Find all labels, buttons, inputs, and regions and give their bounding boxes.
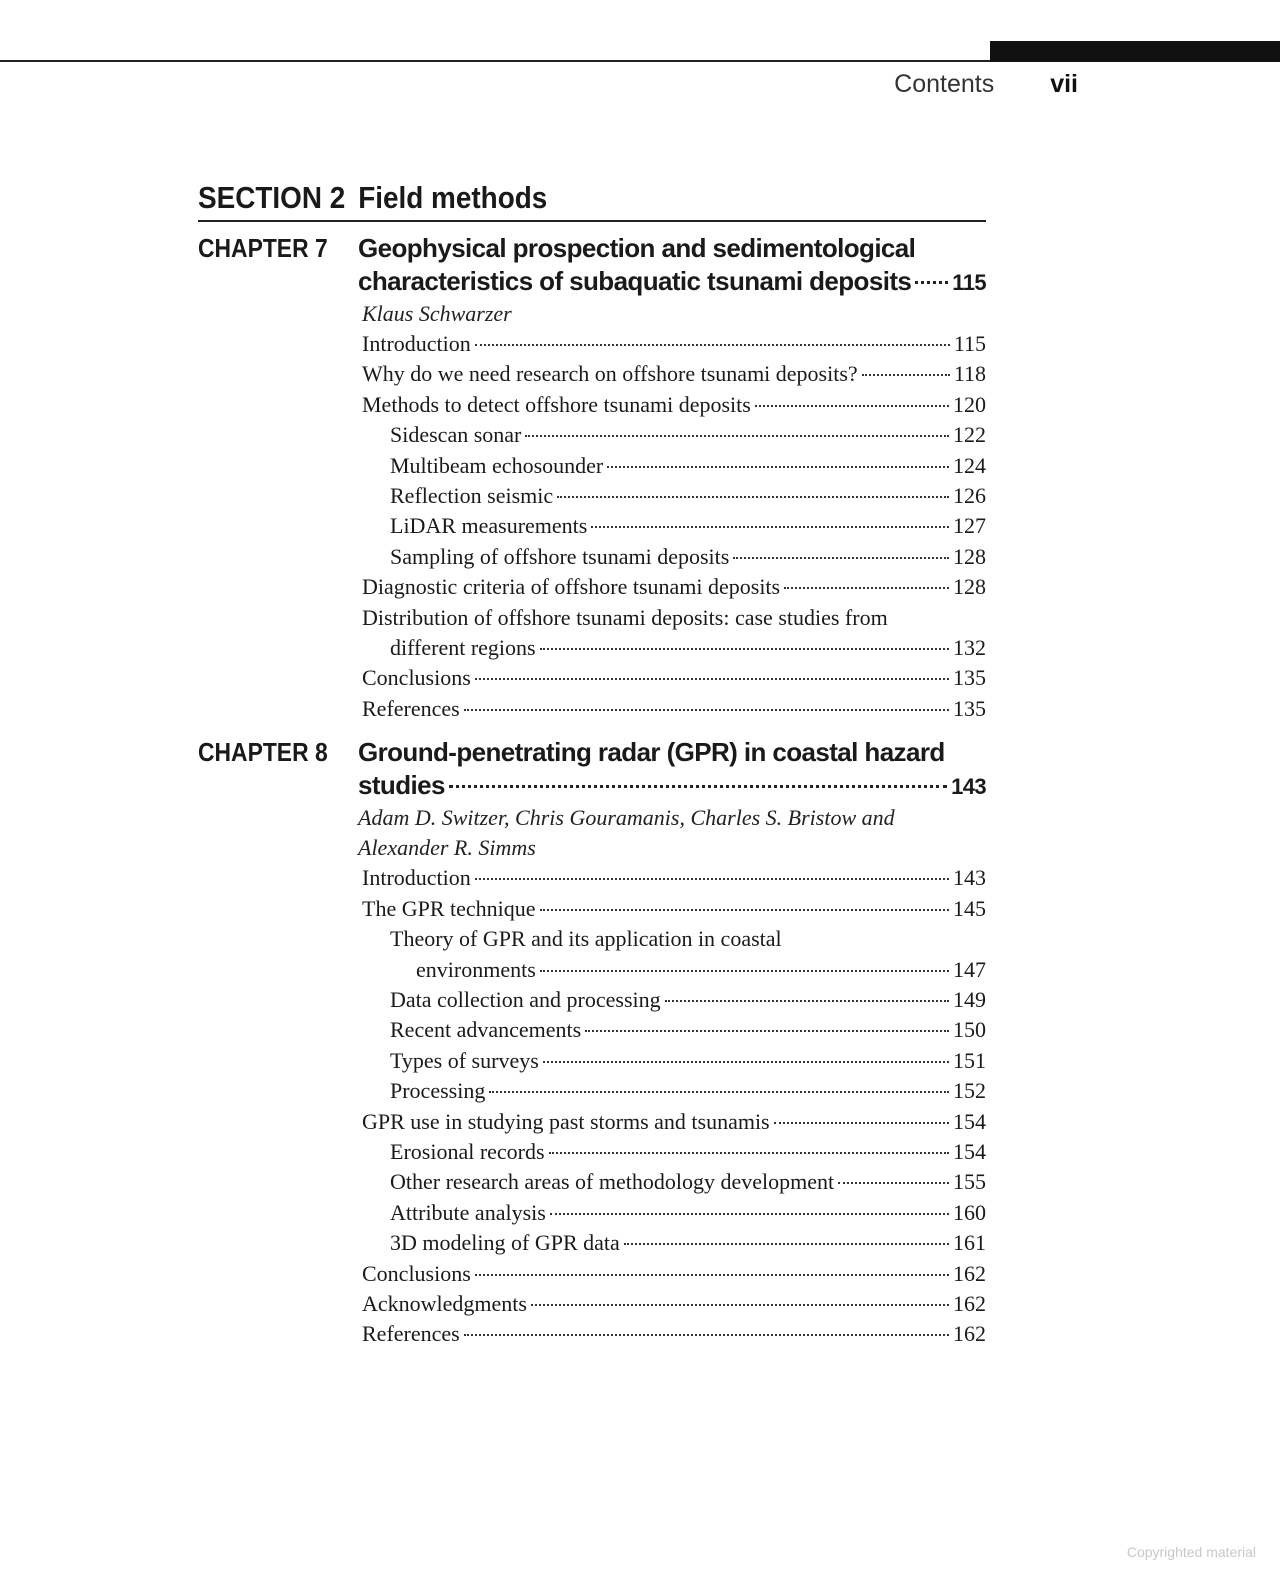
dot-leader <box>475 1274 949 1276</box>
dot-leader <box>540 648 949 650</box>
chapter-title-line <box>358 769 986 803</box>
toc-entry[interactable] <box>358 1107 986 1137</box>
toc-entry-page: 160 <box>953 1199 986 1225</box>
chapter-authors: Adam D. Switzer, Chris Gouramanis, Charles S. Bristow and <box>358 805 895 831</box>
toc-subentry[interactable] <box>358 542 986 572</box>
toc-subentry[interactable] <box>358 1015 986 1045</box>
toc-entry-page: 154 <box>953 1138 986 1164</box>
chapter-label: CHAPTER 8 <box>198 737 328 768</box>
toc-entry-page: 124 <box>953 452 986 478</box>
toc-entry[interactable] <box>358 1259 986 1289</box>
toc-entry-page: 161 <box>953 1230 986 1256</box>
toc-entry-title: GPR use in studying past storms and tsunamis <box>362 1108 770 1134</box>
toc-entry-page: 135 <box>953 665 986 691</box>
toc-entry-title: Data collection and processing <box>390 986 661 1012</box>
dot-leader <box>449 785 947 788</box>
toc-entry-title: Distribution of offshore tsunami deposits: case studies from <box>362 604 888 630</box>
dot-leader <box>550 1213 949 1215</box>
toc-subentry[interactable] <box>358 511 986 541</box>
toc-entry-title: Attribute analysis <box>390 1199 546 1225</box>
toc-entry-page: 132 <box>953 635 986 661</box>
toc-entry-page: 122 <box>953 422 986 448</box>
chapter-title-line: Ground-penetrating radar (GPR) in coastal hazard <box>358 737 945 768</box>
dot-leader <box>549 1152 949 1154</box>
toc-entry-page: 128 <box>953 543 986 569</box>
chapter-title-text: studies <box>358 770 445 801</box>
chapter-7 <box>198 232 988 724</box>
toc-entry[interactable] <box>358 390 986 420</box>
dot-leader <box>733 557 949 559</box>
section-title: Field methods <box>358 180 548 215</box>
chapter-title-text: characteristics of subaquatic tsunami deposits <box>358 266 912 296</box>
toc-subentry[interactable] <box>358 1137 986 1167</box>
toc-entry-title: 3D modeling of GPR data <box>390 1230 620 1256</box>
toc-entry-page: 115 <box>953 331 986 356</box>
toc-entry-title: Types of surveys <box>390 1047 539 1073</box>
toc-entry-page: 150 <box>953 1017 986 1043</box>
toc-entry-page: 162 <box>953 1321 986 1347</box>
toc-subentry[interactable] <box>358 1228 986 1258</box>
toc-entry-page: 127 <box>953 513 986 539</box>
toc-entry[interactable] <box>358 1289 986 1319</box>
toc-entry-title: Conclusions <box>362 665 471 691</box>
toc-entry-title: Introduction <box>362 331 471 356</box>
toc-entry-page: 118 <box>953 361 986 387</box>
toc-entry-page: 152 <box>953 1078 986 1104</box>
toc-entry-continuation <box>358 633 986 663</box>
toc-subentry[interactable] <box>358 420 986 450</box>
chapter-authors: Klaus Schwarzer <box>362 301 512 326</box>
toc-entry-title: Introduction <box>362 865 471 891</box>
chapter-page-number: 143 <box>951 774 986 800</box>
toc-subentry[interactable] <box>358 481 986 511</box>
toc-entry-title: Theory of GPR and its application in coastal <box>390 926 782 952</box>
toc-entry-title: Multibeam echosounder <box>390 452 604 478</box>
dot-leader <box>540 909 949 911</box>
toc-entry-page: 135 <box>953 695 986 721</box>
toc-entry-page: 162 <box>953 1290 986 1316</box>
chapter-body <box>358 232 986 724</box>
toc-entry-title: Methods to detect offshore tsunami deposits <box>362 391 751 417</box>
toc-subentry[interactable] <box>358 1167 986 1197</box>
toc-subentry[interactable] <box>358 1046 986 1076</box>
toc-entry-title: Why do we need research on offshore tsunami deposits? <box>362 361 858 387</box>
dot-leader <box>665 1000 949 1002</box>
toc-entry-title: Conclusions <box>362 1260 471 1286</box>
dot-leader <box>774 1122 949 1124</box>
dot-leader <box>531 1304 949 1306</box>
dot-leader <box>862 374 950 376</box>
toc-entry-page: 128 <box>953 574 986 600</box>
dot-leader <box>585 1030 949 1032</box>
toc-entry-title: Processing <box>390 1078 486 1104</box>
toc-entry-page: 145 <box>953 895 986 921</box>
toc-entry-title: different regions <box>390 635 536 661</box>
dot-leader <box>624 1243 949 1245</box>
toc-entry-title: Erosional records <box>390 1138 545 1164</box>
dot-leader <box>543 1061 949 1063</box>
toc-subentry-wrapped[interactable] <box>358 924 986 985</box>
toc-entry-title: Other research areas of methodology development <box>390 1169 835 1195</box>
toc-entry-page: 155 <box>953 1169 986 1195</box>
dot-leader <box>591 526 949 528</box>
dot-leader <box>464 709 949 711</box>
toc-entry-page: 151 <box>953 1047 986 1073</box>
toc-entry-title: Acknowledgments <box>362 1290 527 1316</box>
dot-leader <box>489 1091 949 1093</box>
chapter-8 <box>198 736 988 1350</box>
toc-entry-wrapped[interactable] <box>358 603 986 664</box>
toc-entry-title: References <box>362 695 460 721</box>
toc-entry-title: environments <box>416 956 536 982</box>
toc-entry-page: 143 <box>953 865 986 891</box>
toc-entry-page: 120 <box>953 391 986 417</box>
chapter-title[interactable] <box>358 232 986 299</box>
dot-leader <box>464 1334 949 1336</box>
toc-entry[interactable] <box>358 359 986 389</box>
toc-entry[interactable] <box>358 863 986 893</box>
toc-entry-title: Reflection seismic <box>390 483 554 509</box>
dot-leader <box>525 435 949 437</box>
chapter-page-number: 115 <box>952 270 986 295</box>
dot-leader <box>915 281 948 284</box>
toc-entry-page: 149 <box>953 986 986 1012</box>
toc-subentry[interactable] <box>358 1198 986 1228</box>
header-tab-block <box>990 41 1280 62</box>
toc-entry-page: 147 <box>953 956 986 982</box>
toc-entry[interactable] <box>358 329 986 359</box>
dot-leader <box>557 496 949 498</box>
toc-entry-title: Sidescan sonar <box>390 422 522 448</box>
table-of-contents <box>198 178 988 1350</box>
toc-entry[interactable] <box>358 694 986 724</box>
chapter-title[interactable] <box>358 736 986 803</box>
running-head <box>894 70 1078 99</box>
toc-entry-title: The GPR technique <box>362 895 536 921</box>
chapter-label: CHAPTER 7 <box>198 233 328 263</box>
toc-entry[interactable] <box>358 1319 986 1349</box>
toc-entry-page: 154 <box>953 1108 986 1134</box>
dot-leader <box>475 678 949 680</box>
toc-entry-page: 126 <box>953 483 986 509</box>
section-heading <box>198 178 988 218</box>
toc-entry-title: LiDAR measurements <box>390 513 588 539</box>
running-head-title: Contents <box>894 70 995 98</box>
chapter-authors: Alexander R. Simms <box>358 835 536 861</box>
toc-entry-page: 162 <box>953 1260 986 1286</box>
toc-entry-title: Recent advancements <box>390 1017 582 1043</box>
section-label: SECTION 2 <box>198 180 346 215</box>
running-head-page-number: vii <box>1050 70 1078 98</box>
dot-leader <box>475 344 950 346</box>
dot-leader <box>784 587 949 589</box>
dot-leader <box>838 1182 949 1184</box>
chapter-title-line <box>358 265 986 299</box>
toc-entry[interactable] <box>358 663 986 693</box>
dot-leader <box>755 405 949 407</box>
toc-subentry[interactable] <box>358 451 986 481</box>
toc-entry[interactable] <box>358 894 986 924</box>
toc-entry-continuation <box>358 955 986 985</box>
chapter-body <box>358 736 986 1350</box>
toc-subentry[interactable] <box>358 985 986 1015</box>
toc-entry-title: References <box>362 1321 460 1347</box>
section-rule <box>198 220 986 222</box>
dot-leader <box>607 466 949 468</box>
dot-leader <box>540 970 949 972</box>
toc-entry-title: Diagnostic criteria of offshore tsunami deposits <box>362 574 781 600</box>
dot-leader <box>475 878 949 880</box>
copyright-watermark: Copyrighted material <box>1126 1544 1256 1560</box>
chapter-title-line: Geophysical prospection and sedimentological <box>358 233 916 263</box>
toc-entry[interactable] <box>358 572 986 602</box>
toc-subentry[interactable] <box>358 1076 986 1106</box>
toc-entry-title: Sampling of offshore tsunami deposits <box>390 543 730 569</box>
